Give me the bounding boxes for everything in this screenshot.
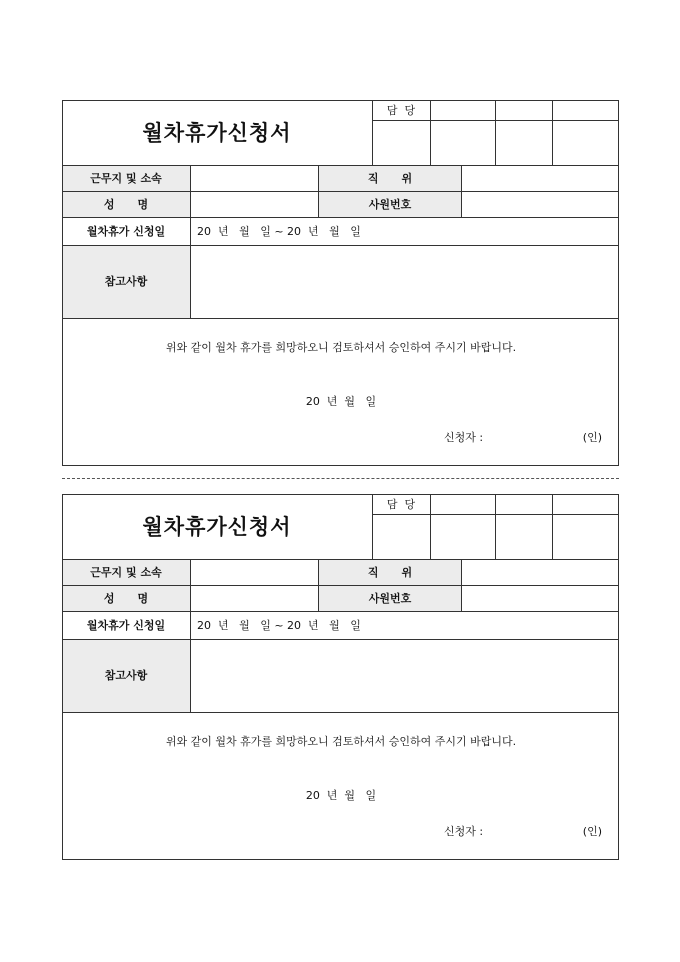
employee-no-label: 사원번호 [368, 198, 412, 211]
position-label: 직 위 [367, 172, 413, 185]
notes-label: 참고사항 [104, 669, 148, 682]
notes-label: 참고사항 [104, 275, 148, 288]
approval-sign-box-2[interactable] [431, 101, 494, 164]
workplace-label: 근무지 및 소속 [90, 566, 162, 579]
approval-label: 담 당 [386, 104, 416, 117]
notes-field[interactable] [196, 646, 614, 706]
applicant-label: 신청자 : [444, 431, 484, 444]
position-label: 직 위 [367, 566, 413, 579]
period-field[interactable]: 20 년 월 일 ~ 20 년 월 일 [197, 225, 361, 238]
form-title: 월차휴가신청서 [142, 121, 292, 145]
leave-form-2 [62, 494, 619, 860]
approval-sign-box-1[interactable] [373, 515, 429, 558]
employee-no-label: 사원번호 [368, 592, 412, 605]
approval-label: 담 당 [386, 498, 416, 511]
request-date: 20 년 월 일 [305, 395, 377, 408]
cut-line [62, 478, 619, 479]
seal-label: (인) [582, 431, 602, 444]
request-statement: 위와 같이 월차 휴가를 희망하오니 검토하셔서 승인하여 주시기 바랍니다. [165, 735, 517, 748]
applicant-label: 신청자 : [444, 825, 484, 838]
approval-sign-box-2[interactable] [431, 495, 494, 558]
seal-label: (인) [582, 825, 602, 838]
request-date: 20 년 월 일 [305, 789, 377, 802]
period-field[interactable]: 20 년 월 일 ~ 20 년 월 일 [197, 619, 361, 632]
approval-sign-box-1[interactable] [373, 121, 429, 164]
leave-form-1 [62, 100, 619, 466]
apply-date-label: 월차휴가 신청일 [86, 619, 166, 632]
approval-sign-box-3[interactable] [496, 101, 551, 164]
approval-sign-box-3[interactable] [496, 495, 551, 558]
apply-date-label: 월차휴가 신청일 [86, 225, 166, 238]
name-label: 성 명 [103, 592, 149, 605]
form-title: 월차휴가신청서 [142, 515, 292, 539]
name-label: 성 명 [103, 198, 149, 211]
request-statement: 위와 같이 월차 휴가를 희망하오니 검토하셔서 승인하여 주시기 바랍니다. [165, 341, 517, 354]
approval-sign-box-4[interactable] [553, 101, 618, 164]
approval-sign-box-4[interactable] [553, 495, 618, 558]
workplace-label: 근무지 및 소속 [90, 172, 162, 185]
notes-field[interactable] [196, 252, 614, 312]
